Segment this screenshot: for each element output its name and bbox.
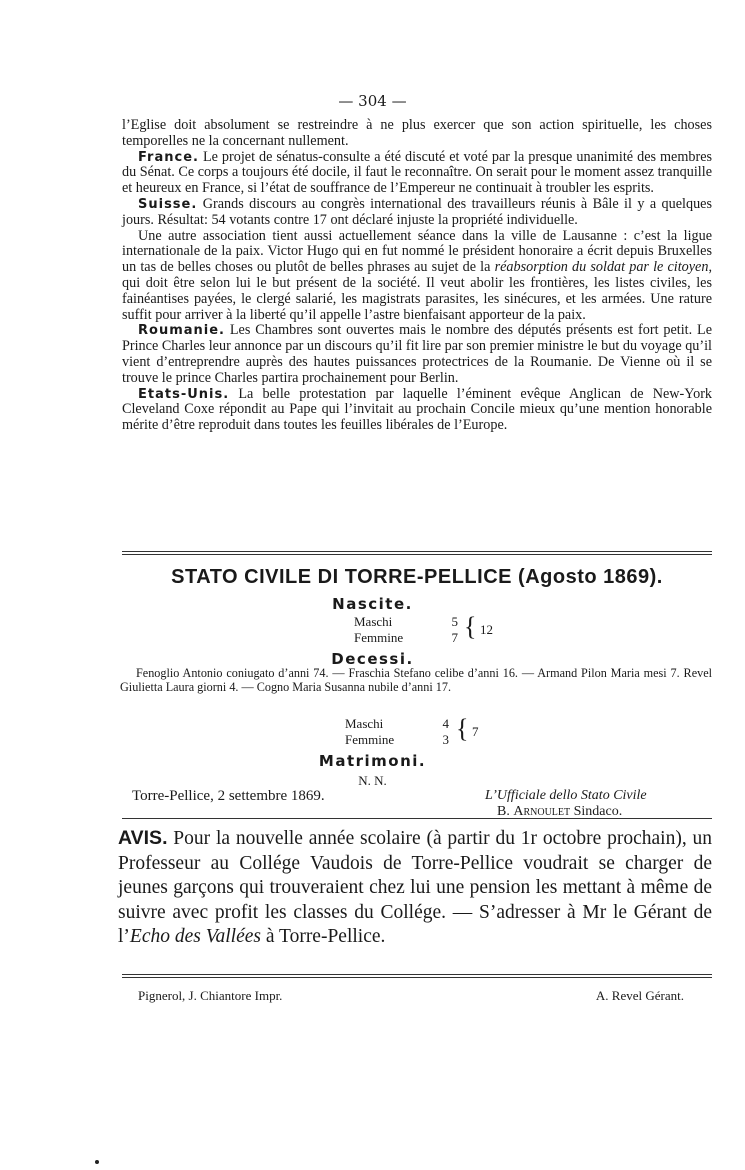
quote-reabsorption: réabsorption du soldat par le citoyen (494, 259, 709, 276)
heading-france: France. (138, 149, 199, 165)
heading-etats-unis: Etats-Unis. (138, 386, 230, 402)
echo-des-vallees: Echo des Vallées (129, 926, 261, 947)
dateline: Torre-Pellice, 2 settembre 1869. (132, 788, 325, 804)
nascite-heading: Nascite. (332, 595, 413, 613)
stato-civile-title: STATO CIVILE DI TORRE-PELLICE (Agosto 1869). (171, 566, 663, 588)
official-title: L’Ufficiale dello Stato Civile (485, 788, 647, 803)
heading-roumanie: Roumanie. (138, 323, 225, 339)
decessi-list: Fenoglio Antonio coniugato d’anni 74. — Fraschia Stefano celibe d’anni 16. — Armand Pilon Maria mesi 7. Revel Giulietta Laura giorni 4. — Cogno Maria Susanna nubile d’anni 17. (120, 666, 712, 694)
page-number: — 304 — (338, 92, 407, 110)
footer-divider (122, 974, 712, 978)
matrimoni-heading: Matrimoni. (318, 752, 427, 770)
news-paragraph-roumanie: Roumanie. Les Chambres sont ouvertes mais le nombre des députés présents est fort petit. Le Prince Charles leur annonce par un discours qu’il fit lire par son premier ministre le but du voyage qu’il vient d’entreprendre auprès des hautes puissances protectrices de la Roumanie. De Vienne où il se trouve le prince Charles partira prochainement pour Berlin. (122, 322, 712, 386)
nascite-total: 12 (480, 622, 493, 637)
avis-heading: AVIS. (118, 827, 168, 849)
official-name-line: B. Arnoulet Sindaco. (497, 804, 623, 819)
news-paragraph-lausanne: Une autre association tient aussi actuellement séance dans la ville de Lausanne : c’est la ligue internationale de la paix. Victor Hugo qui en fut nommé le président honoraire a écrit depuis Bruxelles un tas de belles choses ou plutôt de belles phrases au sujet de la réabsorption du soldat par le citoyen, qui doit être selon lui le but présent de la société. Il veut abolir les frontières, les listes civiles, les fainéantises payées, le clergé salarié, les magistrats parasites, les sinécures, et les armées. Une rature suffit pour arriver à la liberté qu’il appelle l’astre bienfaisant apporteur de la paix. (122, 227, 712, 323)
decessi-tally: Maschi 4 Femmine 3 (345, 716, 449, 747)
news-paragraph-france: France. Le projet de sénatus-consulte a été discuté et voté par la presque unanimité des membres du Sénat. Ce corps a toujours été docile, il faut le reconnaître. On serait pour le moment assez tranquille et heureux en France, si l’état de souffrance de l’Empereur ne continuait à troubler les esprits. (122, 148, 713, 197)
decessi-total: 7 (472, 724, 479, 739)
avis-notice: AVIS. Pour la nouvelle année scolaire (à partir du 1r octobre prochain), un Professeur au Collége Vaudois de Torre-Pellice voudrait se charger de jeunes garçons qui trouveraient chez lui une pension les mettant à même de suivre avec profit les classes du Collége. — S’adresser à Mr le Gérant de l’Echo des Vallées à Torre-Pellice. (118, 827, 712, 947)
news-paragraph-eglise: l’Eglise doit absolument se restreindre à ne plus exercer que son action spirituelle, les choses temporelles ne la concernant nullement. (122, 117, 712, 149)
manager-credit: A. Revel Gérant. (595, 988, 684, 1003)
official-signature (485, 788, 700, 820)
heading-suisse: Suisse. (138, 196, 198, 212)
ink-dot (95, 1160, 99, 1164)
decessi-heading: Decessi. (331, 650, 414, 668)
nascite-brace: { (464, 612, 477, 641)
news-paragraph-suisse: Suisse. Grands discours au congrès international des travailleurs réunis à Bâle il y a quelques jours. Résultat: 54 votants contre 17 ont déclaré injuste la propriété individuelle. (122, 195, 712, 228)
news-column (122, 118, 712, 434)
avis-divider (122, 818, 712, 819)
matrimoni-text: N. N. (358, 773, 387, 788)
news-paragraph-etats-unis: Etats-Unis. La belle protestation par laquelle l’éminent evêque Anglican de New-York Cleveland Coxe répondit au Pape qui l’invitait au prochain Concile mieux qu’une mention honorable mérite d’être reproduit dans toutes les feuilles libérales de l’Europe. (122, 385, 713, 434)
section-divider (122, 551, 712, 555)
decessi-brace: { (456, 714, 469, 743)
printer-credit: Pignerol, J. Chiantore Impr. (138, 988, 283, 1003)
nascite-tally: Maschi 5 Femmine 7 (354, 614, 458, 645)
